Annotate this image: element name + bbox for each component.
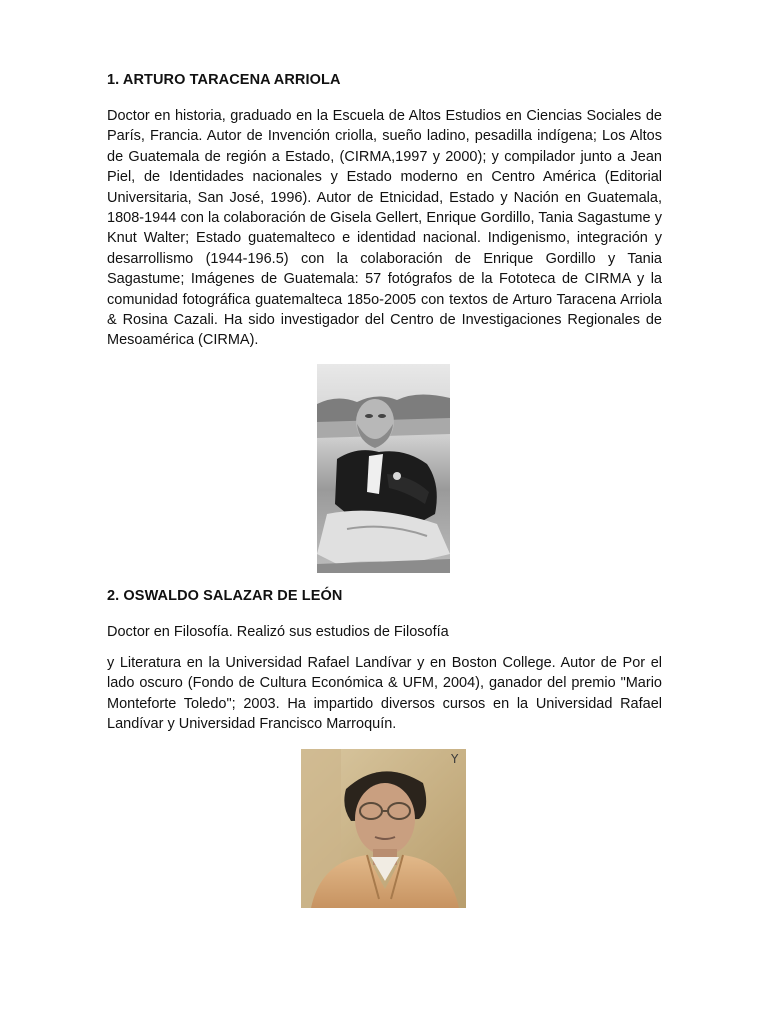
portrait-photo-color — [301, 749, 466, 908]
section-heading-1: 1. ARTURO TARACENA ARRIOLA — [107, 72, 341, 88]
svg-text:Y: Y — [451, 752, 459, 766]
section-heading-2: 2. OSWALDO SALAZAR DE LEÓN — [107, 588, 343, 604]
section-2-paragraph-1: Doctor en Filosofía. Realizó sus estudios de Filosofía — [107, 624, 449, 640]
section-1-paragraph: Doctor en historia, graduado en la Escuela de Altos Estudios en Ciencias Sociales de París, Francia. Autor de Invención criolla, sueño ladino, pesadilla indígena; Los Altos de Guatemala de región a Estado, (CIRMA,1997 y 2000); y compilador junto a Jean Piel, de Identidades nacionales y Estado moderno en Centro América (Editorial Universitaria, San José, 1996). Autor de Etnicidad, Estado y Nación en Guatemala, 1808-1944 con la colaboración de Gisela Gellert, Enrique Gordillo, Tania Sagastume y Knut Walter; Estado guatemalteco e identidad nacional. Indigenismo, integración y desarrollismo (1944-196.5) con la colaboración de Enrique Gordillo y Tania Sagastume; Imágenes de Guatemala: 57 fotógrafos de la Fototeca de CIRMA y la comunidad fotográfica guatemalteca 185o-2005 con textos de Arturo Taracena Arriola & Rosina Cazali. Ha sido investigador del Centro de Investigaciones Regionales de Mesoamérica (CIRMA). — [107, 108, 662, 349]
section-2-paragraph-2: y Literatura en la Universidad Rafael Landívar y en Boston College. Autor de Por el lado oscuro (Fondo de Cultura Económica & UFM, 2004), ganador del premio "Mario Monteforte Toledo"; 2003. Ha impartido diversos cursos en la Universidad Rafael Landívar y Universidad Francisco Marroquín. — [107, 655, 662, 733]
portrait-photo-bw — [317, 364, 450, 573]
